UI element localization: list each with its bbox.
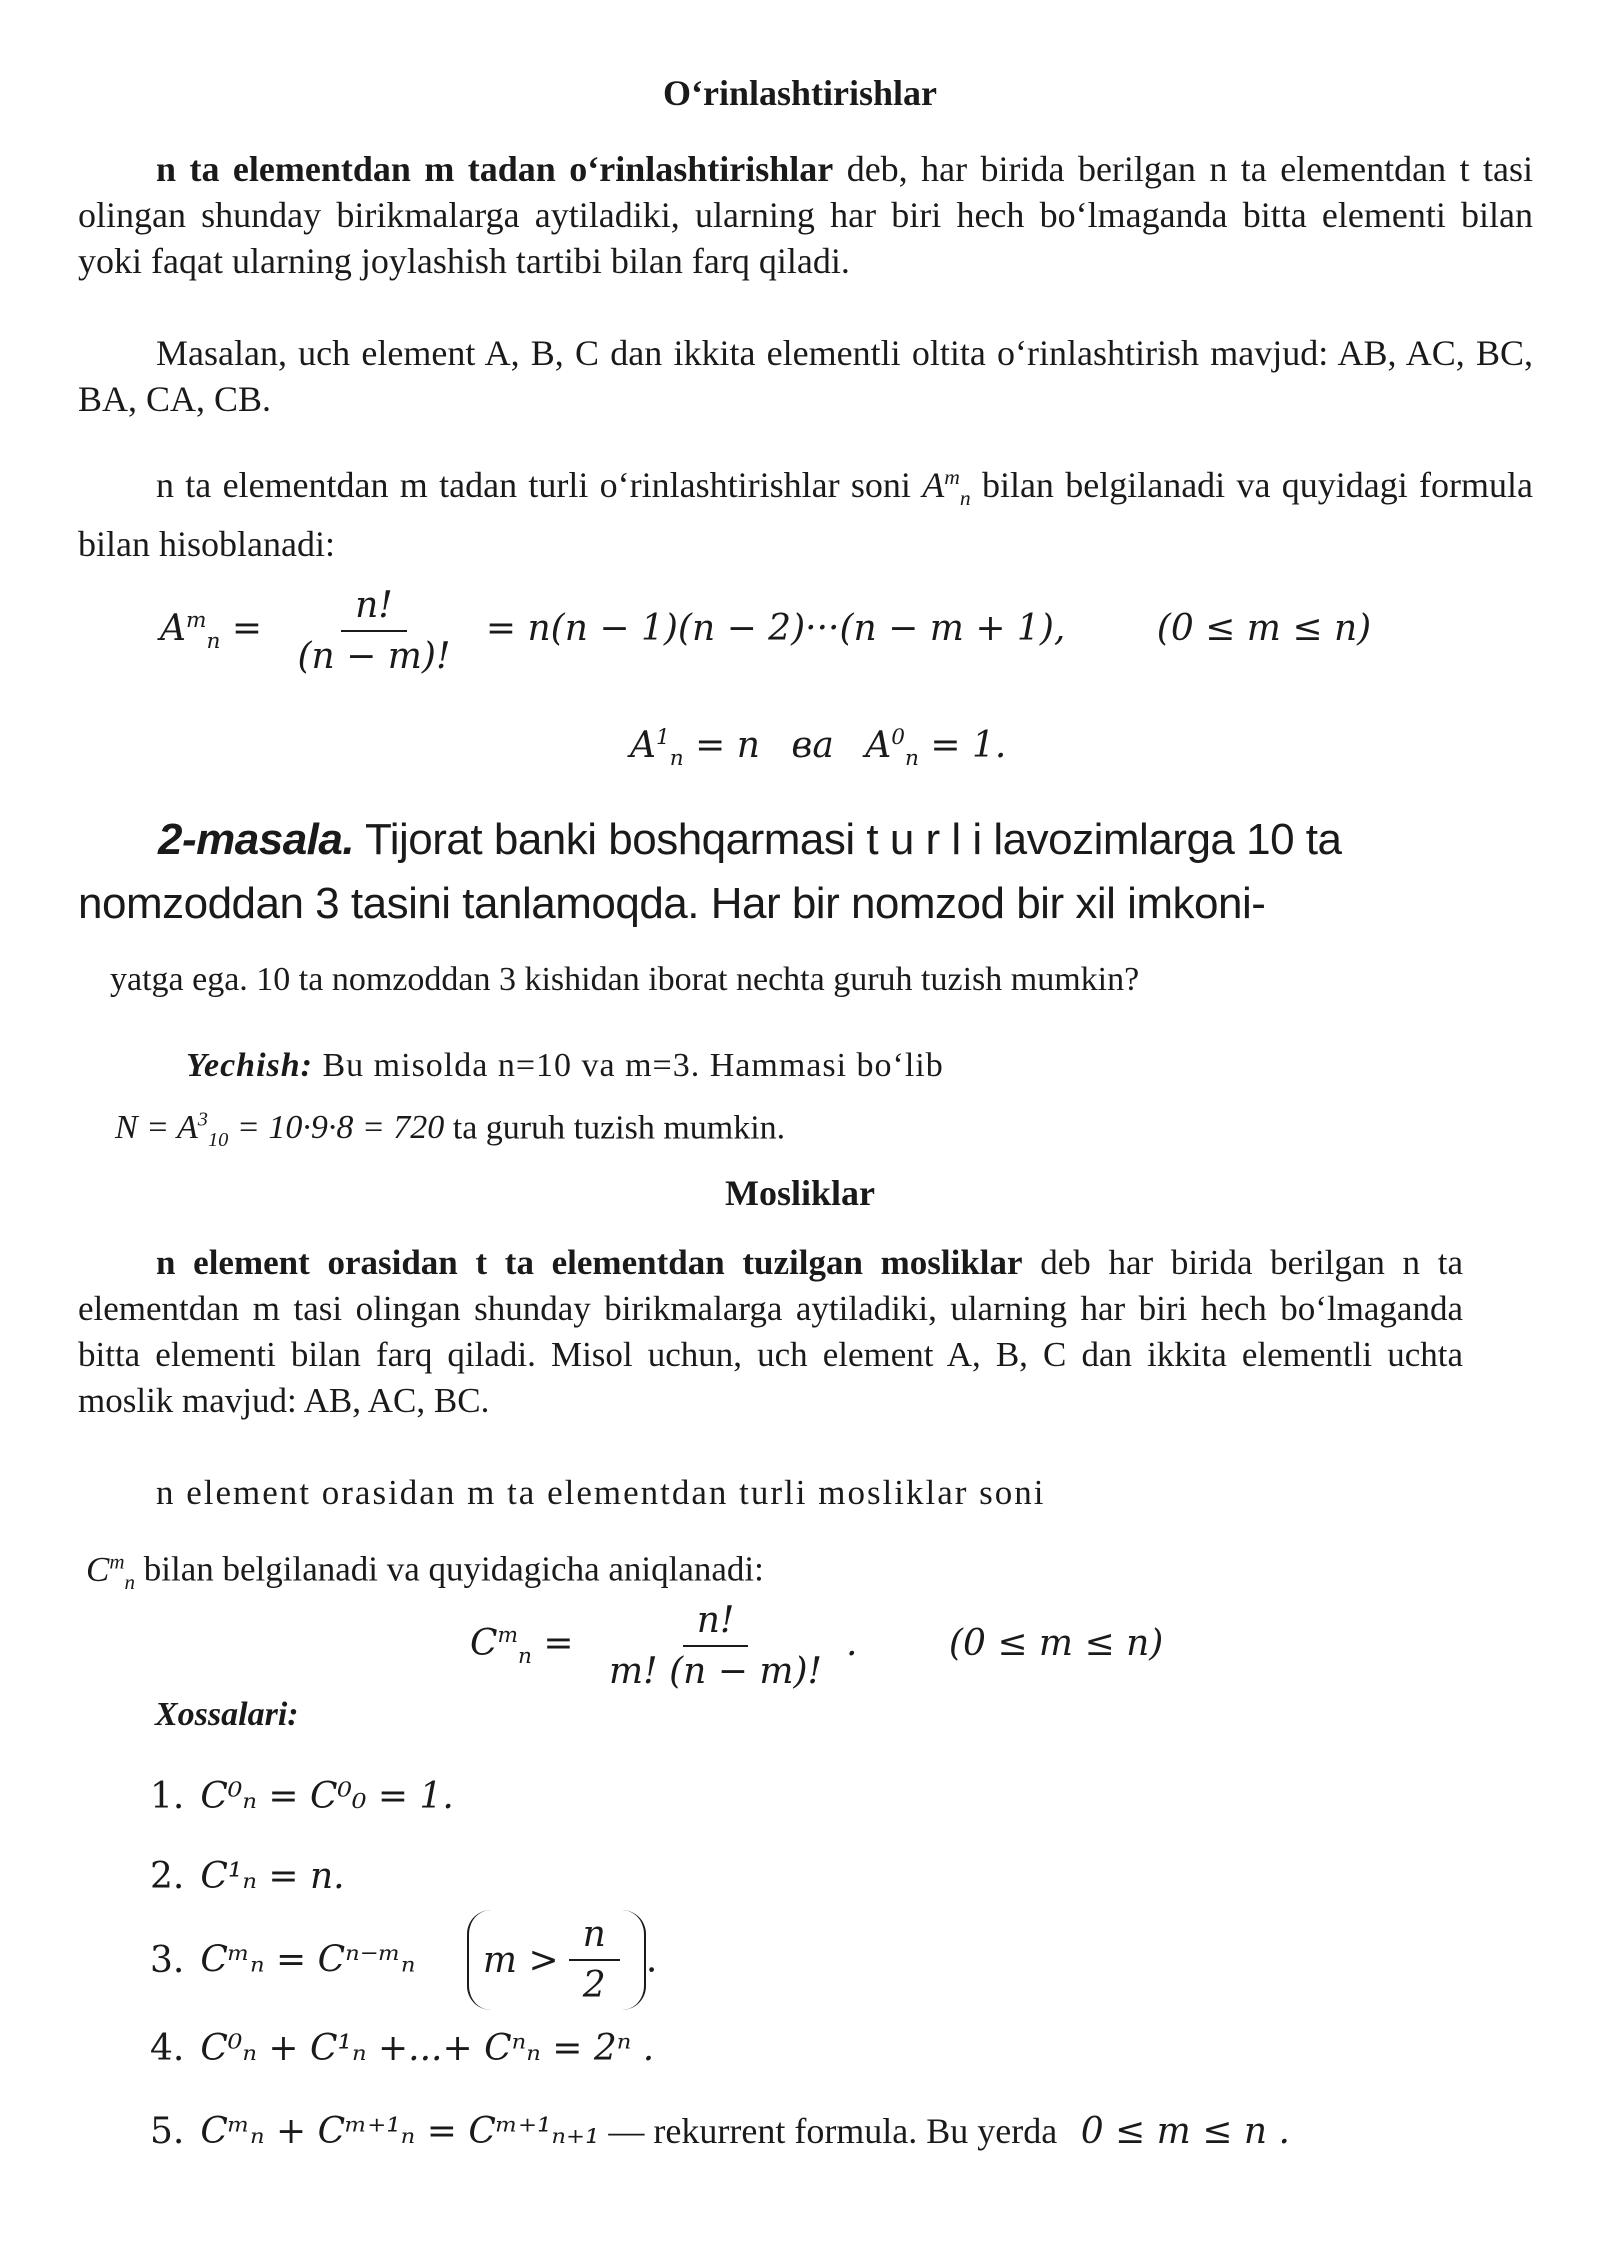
problem-text: Tijorat banki boshqarmasi t u r l i lavozimlarga 10 ta nomzoddan 3 tasini tanlamoqda. Har bir nomzod bir xil imkoni- [78,815,1342,928]
property-4: 4. C⁰ₙ + C¹ₙ +...+ Cⁿₙ = 2ⁿ . [150,2028,655,2069]
symbol-a: $A^m_n$ [922,465,971,511]
symbol-c: $C^m_n$ [86,1549,136,1594]
problem-paragraph [78,808,1538,936]
formula-special-cases: $A^1_n = n$ ва $A^0_n = 1$. [630,725,1007,772]
definition-text: deb, har birida berilgan n ta elementdan t tasi olingan shunday birikmalarga aytiladiki, ularning har biri hech bo‘lmaganda bitta elementi bilan yoki faqat ularning joylashish tartibi bilan farq qiladi. [78,149,1534,281]
count-text-b: bilan belgilanadi va quyidagi formula bilan hisoblanadi: [78,465,1534,565]
property-3-condition: m > $\frac{n}{2}$ [467,1910,646,2010]
count-paragraph [78,454,1533,567]
combination-term: n element orasidan t ta elementdan tuzilgan mosliklar [156,1243,1023,1282]
heading-orinlashtirishlar: O‘rinlashtirishlar [662,73,937,113]
solution-text: Bu misolda n=10 va m=3. Hammasi bo‘lib [313,1047,944,1084]
problem-continuation: yatga ega. 10 ta nomzoddan 3 kishidan iborat nechta guruh tuzish mumkin? [110,961,1140,998]
property-3: 3. Cᵐₙ = Cⁿ⁻ᵐₙ m > $\frac{n}{2}$ . [150,1910,657,2010]
problem-title: 2-masala. [158,815,355,864]
solution-tail: ta guruh tuzish mumkin. [444,1109,786,1147]
solution-formula: $N = A^3_{10} = 10\cdot 9\cdot 8 = 720$ [115,1109,445,1152]
property-5: 5. Cᵐₙ + Cᵐ⁺¹ₙ = Cᵐ⁺¹ₙ₊₁ — rekurrent formula. Bu yerda 0 ≤ m ≤ n . [150,2111,1290,2152]
example-paragraph: Masalan, uch element A, B, C dan ikkita elementli oltita o‘rinlashtirish mavjud: AB, AC, BC, BA, CA, CB. [78,333,1533,419]
combination-definition [78,1240,1463,1424]
combination-count-line: n element orasidan m ta elementdan turli mosliklar soni [156,1473,1046,1512]
formula3-condition: (0 ≤ m ≤ n) [948,1623,1164,1664]
properties-title: Xossalari: [155,1696,299,1733]
formula-arrangements: $A^m_n$ = $\frac{n!}{(n - m)!}$ = n(n − 1)(n − 2)···(n − m + 1), (0 ≤ m ≤ n) [160,585,1372,677]
formula-combinations: $C^m_n$ = $\frac{n!}{m! (n - m)!}$ . (0 ≤ m ≤ n) [470,1600,1164,1692]
property-1: 1. C⁰ₙ = C⁰₀ = 1. [150,1776,454,1817]
definition-paragraph [78,146,1533,284]
notation-text: bilan belgilanadi va quyidagicha aniqlanadi: [135,1549,764,1589]
solution-label: Yechish: [186,1047,313,1084]
solution-line [110,1046,1530,1086]
property-2: 2. C¹ₙ = n. [150,1856,345,1897]
combination-text: deb har birida berilgan n ta elementdan m tasi olingan shunday birikmalarga aytiladiki, ularning har biri hech bo‘lmaganda bitta elementi bilan farq qiladi. Misol uchun, uch element A, B, C dan ikkita elementli uchta moslik mavjud: AB, AC, BC. [78,1243,1463,1420]
formula-condition: (0 ≤ m ≤ n) [1156,608,1372,649]
combination-notation-line [86,1538,1471,1605]
heading-mosliklar: Mosliklar [725,1173,875,1213]
count-text-a: n ta elementdan m tadan turli o‘rinlashtirishlar soni [156,465,911,505]
solution-formula-line [115,1100,1535,1160]
definition-term: n ta elementdan m tadan o‘rinlashtirishlar [156,149,834,189]
